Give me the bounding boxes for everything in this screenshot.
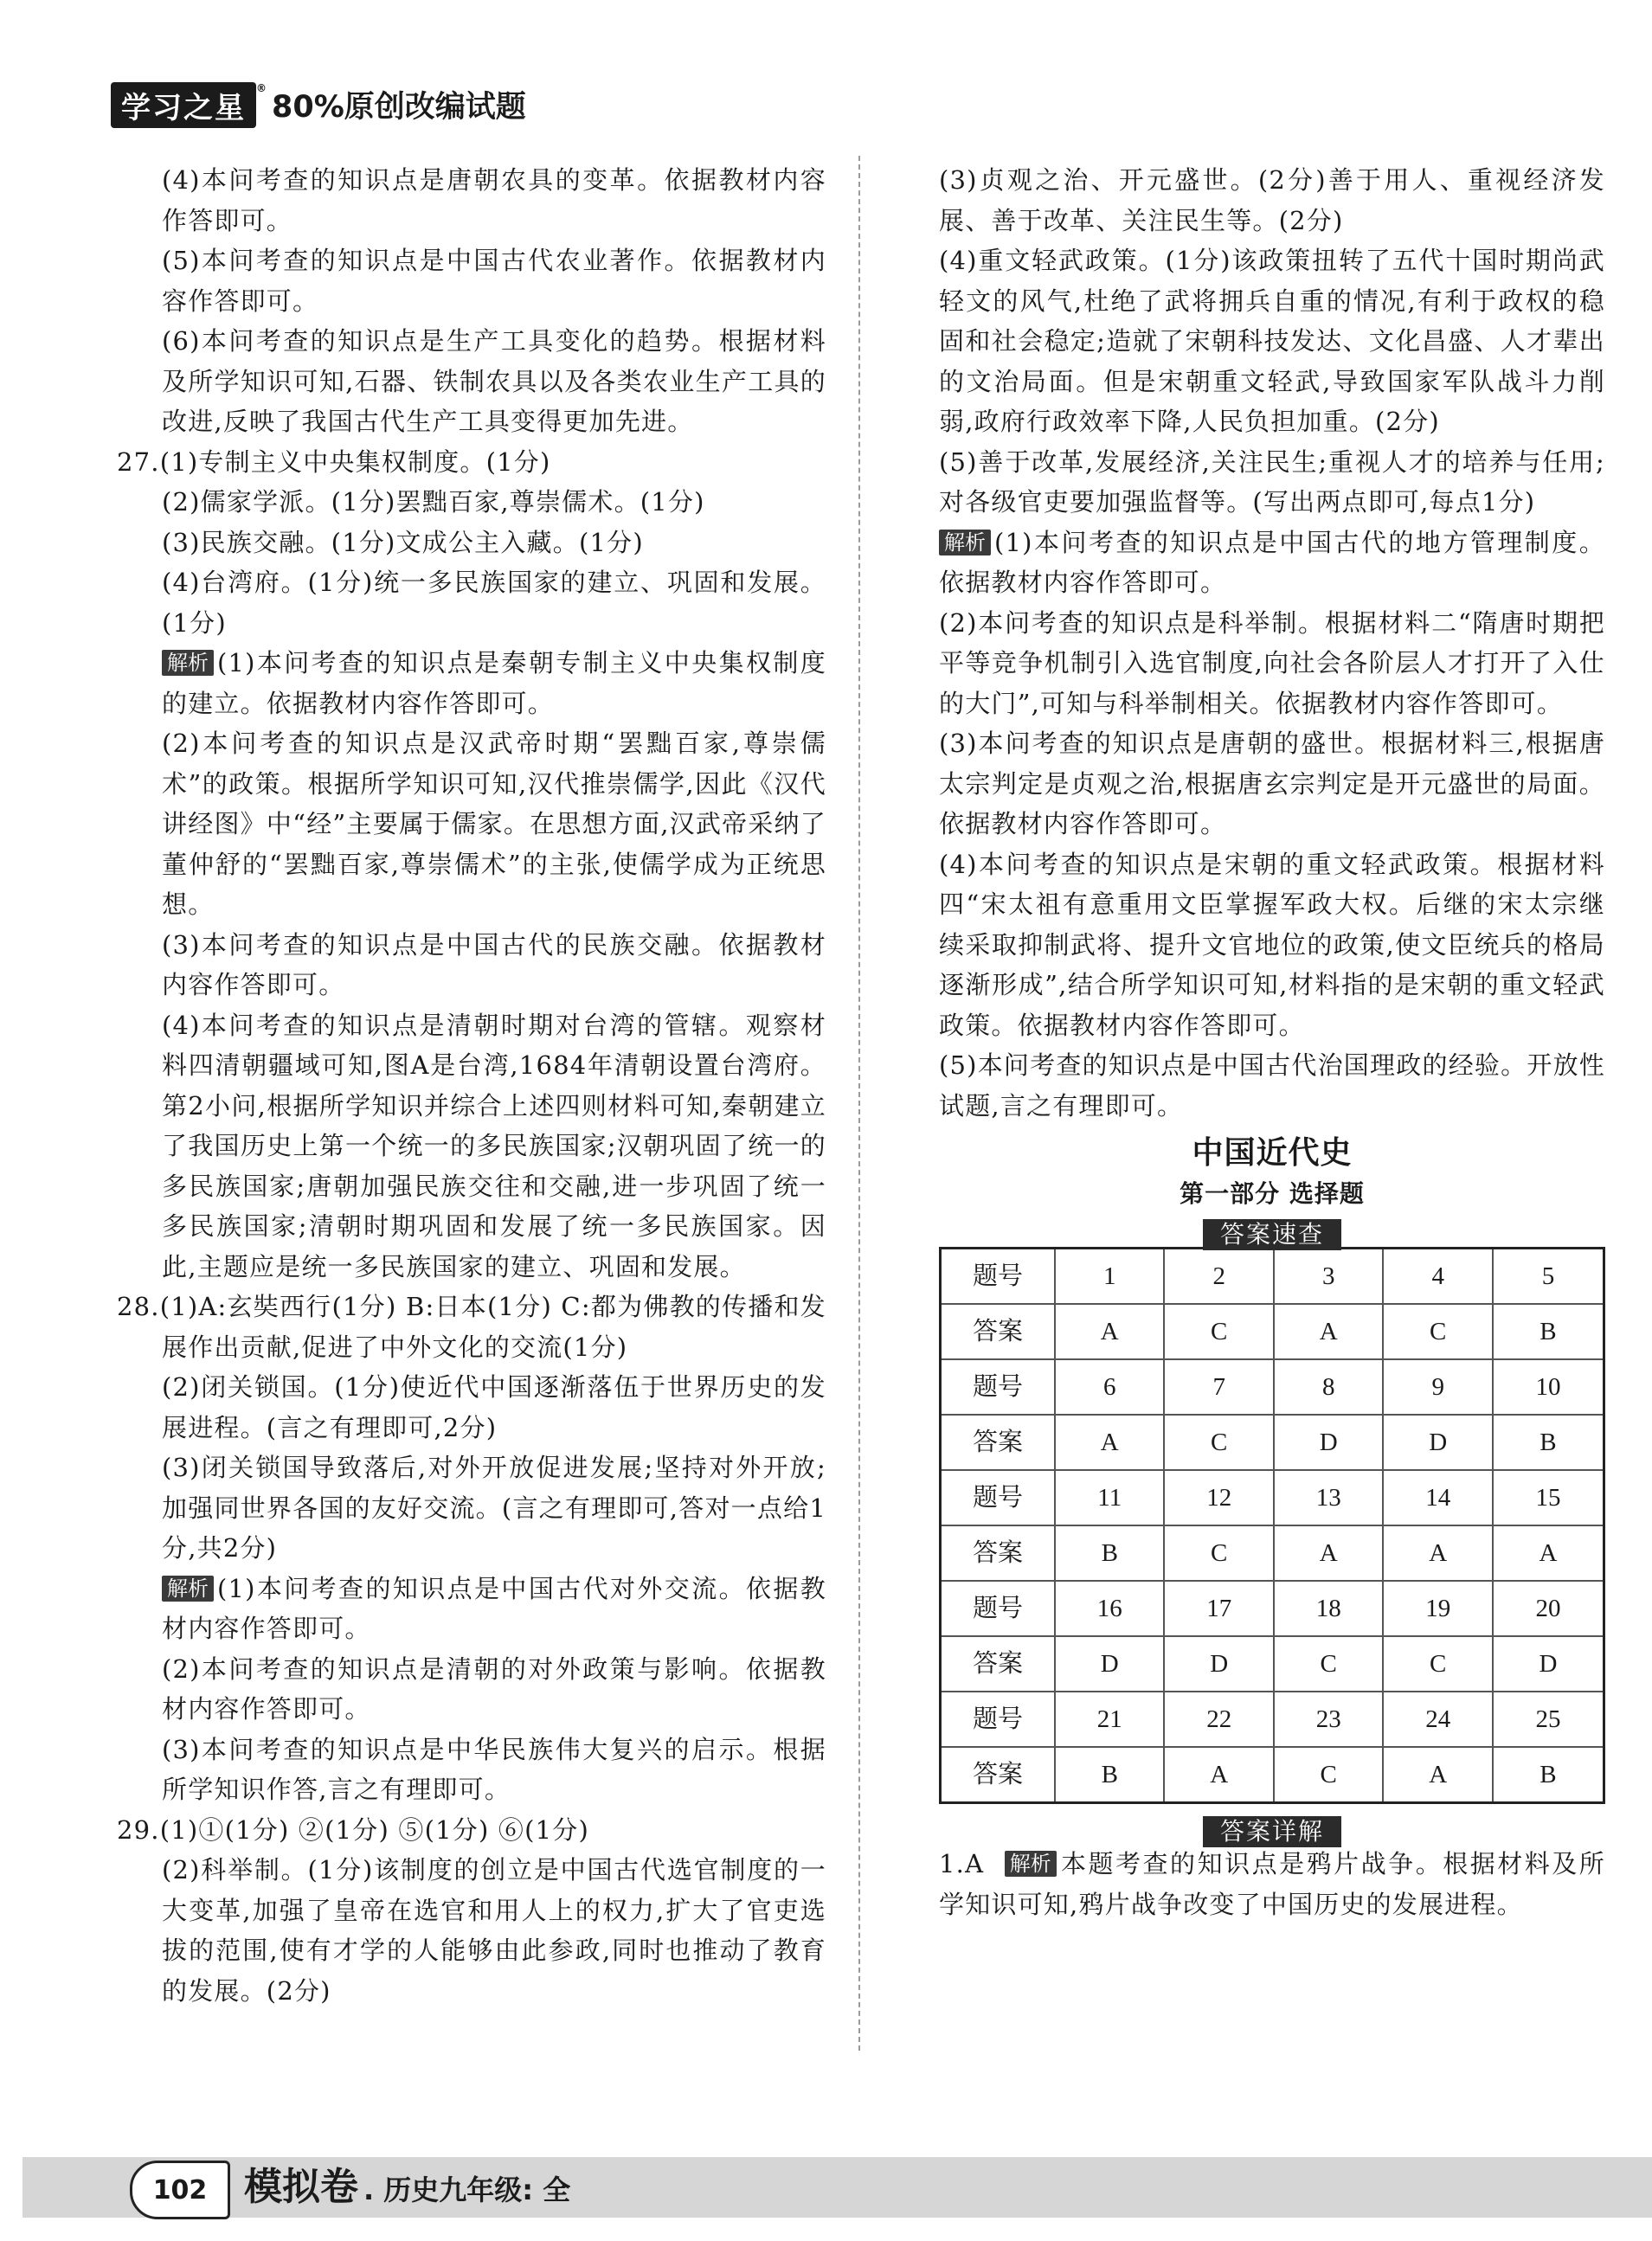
footer-title-main: 模拟卷	[244, 2165, 358, 2209]
row-label: 答案	[941, 1636, 1056, 1692]
answer-paragraph: (2)儒家学派。(1分)罢黜百家,尊崇儒术。(1分)	[162, 487, 705, 517]
answer-cell: C	[1383, 1636, 1492, 1692]
analysis-paragraph: (4)本问考查的知识点是清朝时期对台湾的管辖。观察材料四清朝疆域可知,图A是台湾,1684年清朝设置台湾府。第2小问,根据所学知识并综合上述四则材料可知,秦朝建立了我国历史上第一个统一的多民族国家;汉朝巩固了统一的多民族国家;唐朝加强民族交往和交融,进一步巩固了统一多民族国家;清朝时期巩固和发展了统一多民族国家。因此,主题应是统一多民族国家的建立、巩固和发展。	[162, 1010, 826, 1281]
question-29-answer: 29.(1)①(1分) ②(1分) ⑤(1分) ⑥(1分)	[117, 1814, 589, 1845]
answer-row	[941, 1304, 1604, 1359]
question-number-cell: 16	[1055, 1581, 1164, 1636]
question-number-cell: 8	[1274, 1359, 1383, 1415]
question-number-cell: 9	[1383, 1359, 1492, 1415]
question-number-cell: 4	[1383, 1249, 1492, 1305]
question-number-cell: 17	[1164, 1581, 1273, 1636]
answer-paragraph: (5)本问考查的知识点是中国古代农业著作。依据教材内容作答即可。	[162, 246, 826, 316]
answer-cell: A	[1493, 1525, 1604, 1581]
answer-cell: B	[1493, 1304, 1604, 1359]
question-number-cell: 19	[1383, 1581, 1492, 1636]
answer-cell: C	[1383, 1304, 1492, 1359]
question-number-cell: 23	[1274, 1692, 1383, 1747]
quick-answer-header	[939, 1214, 1605, 1247]
analysis-tag: 解析	[939, 530, 991, 555]
row-label: 题号	[941, 1470, 1056, 1525]
question-number-row	[941, 1692, 1604, 1747]
answer-cell: B	[1055, 1525, 1164, 1581]
answer-cell: D	[1493, 1636, 1604, 1692]
question-number-cell: 21	[1055, 1692, 1164, 1747]
answer-cell: A	[1055, 1304, 1164, 1359]
left-column	[117, 160, 826, 2011]
answer-row	[941, 1415, 1604, 1470]
analysis-paragraph: (2)本问考查的知识点是汉武帝时期“罢黜百家,尊崇儒术”的政策。根据所学知识可知,汉代推崇儒学,因此《汉代讲经图》中“经”主要属于儒家。在思想方面,汉武帝采纳了董仲舒的“罢黜百家,尊崇儒术”的主张,使儒学成为正统思想。	[162, 729, 826, 919]
question-number-cell: 13	[1274, 1470, 1383, 1525]
question-number-cell: 24	[1383, 1692, 1492, 1747]
answer-paragraph: (3)民族交融。(1分)文成公主入藏。(1分)	[162, 527, 644, 557]
question-number-cell: 10	[1493, 1359, 1604, 1415]
analysis-paragraph: (3)本问考查的知识点是唐朝的盛世。根据材料三,根据唐太宗判定是贞观之治,根据唐玄宗判定是开元盛世的局面。依据教材内容作答即可。	[939, 729, 1605, 838]
analysis-paragraph	[939, 523, 1605, 603]
answer-table	[939, 1247, 1605, 1804]
analysis-paragraph	[117, 1569, 826, 1649]
row-label: 题号	[941, 1359, 1056, 1415]
header-brand	[111, 81, 526, 125]
answer-row	[941, 1636, 1604, 1692]
answer-cell: C	[1164, 1415, 1273, 1470]
answer-cell: D	[1164, 1636, 1273, 1692]
answer-paragraph: (4)重文轻武政策。(1分)该政策扭转了五代十国时期尚武轻文的风气,杜绝了武将拥兵自重的情况,有利于政权的稳固和社会稳定;造就了宋朝科技发达、文化昌盛、人才辈出的文治局面。但是宋朝重文轻武,导致国家军队战斗力削弱,政府行政效率下降,人民负担加重。(2分)	[939, 246, 1605, 436]
question-number-cell: 1	[1055, 1249, 1164, 1305]
question-number-row	[941, 1581, 1604, 1636]
answer-cell: D	[1383, 1415, 1492, 1470]
question-number-cell: 5	[1493, 1249, 1604, 1305]
analysis-paragraph	[117, 643, 826, 723]
detail-answer-header	[939, 1811, 1605, 1844]
answer-cell: A	[1274, 1525, 1383, 1581]
question-number-cell: 22	[1164, 1692, 1273, 1747]
answer-cell: C	[1274, 1636, 1383, 1692]
section-title: 中国近代史	[1192, 1135, 1353, 1171]
row-label: 答案	[941, 1525, 1056, 1581]
question-number-cell: 14	[1383, 1470, 1492, 1525]
analysis-tag: 解析	[162, 1576, 214, 1602]
answer-paragraph: (2)闭关锁国。(1分)使近代中国逐渐落伍于世界历史的发展进程。(言之有理即可,2分)	[162, 1372, 826, 1442]
page-number: 102	[130, 2161, 230, 2219]
header-title: 80%原创改编试题	[272, 90, 526, 125]
row-label: 答案	[941, 1747, 1056, 1803]
question-number-row	[941, 1249, 1604, 1305]
question-27-answer: 27.(1)专制主义中央集权制度。(1分)	[117, 446, 551, 477]
answer-paragraph: (6)本问考查的知识点是生产工具变化的趋势。根据材料及所学知识可知,石器、铁制农具以及各类农业生产工具的改进,反映了我国古代生产工具变得更加先进。	[162, 326, 826, 436]
column-divider	[858, 156, 860, 2051]
question-number-cell: 12	[1164, 1470, 1273, 1525]
section-subtitle: 第一部分 选择题	[1180, 1179, 1365, 1208]
quick-answer-label: 答案速查	[1203, 1219, 1341, 1250]
row-label: 答案	[941, 1304, 1056, 1359]
analysis-paragraph: (3)本问考查的知识点是中华民族伟大复兴的启示。根据所学知识作答,言之有理即可。	[162, 1734, 826, 1804]
row-label: 答案	[941, 1415, 1056, 1470]
registered-mark: ®	[256, 81, 268, 94]
answer-paragraph: (5)善于改革,发展经济,关注民生;重视人才的培养与任用;对各级官吏要加强监督等。(写出两点即可,每点1分)	[939, 446, 1605, 517]
footer-title	[244, 2160, 570, 2215]
answer-cell: B	[1055, 1747, 1164, 1803]
answer-paragraph: (4)台湾府。(1分)统一多民族国家的建立、巩固和发展。(1分)	[162, 568, 826, 638]
question-number-cell: 11	[1055, 1470, 1164, 1525]
answer-cell: B	[1493, 1747, 1604, 1803]
analysis-text: (1)本问考查的知识点是中国古代对外交流。依据教材内容作答即可。	[162, 1573, 826, 1643]
analysis-paragraph: (2)本问考查的知识点是清朝的对外政策与影响。依据教材内容作答即可。	[162, 1653, 826, 1724]
row-label: 题号	[941, 1692, 1056, 1747]
answer-paragraph: (3)贞观之治、开元盛世。(2分)善于用人、重视经济发展、善于改革、关注民生等。(2分)	[939, 165, 1605, 235]
analysis-paragraph: (3)本问考查的知识点是中国古代的民族交融。依据教材内容作答即可。	[162, 929, 826, 999]
answer-row	[941, 1747, 1604, 1803]
answer-paragraph: (4)本问考查的知识点是唐朝农具的变革。依据教材内容作答即可。	[162, 165, 826, 235]
answer-1-detail	[939, 1844, 1605, 1924]
detail-answer-label: 答案详解	[1203, 1816, 1341, 1847]
answer-paragraph: (2)科举制。(1分)该制度的创立是中国古代选官制度的一大变革,加强了皇帝在选官和用人上的权力,扩大了官吏选拔的范围,使有才学的人能够由此参政,同时也推动了教育的发展。(2分)	[162, 1855, 826, 2006]
answer-cell: C	[1274, 1747, 1383, 1803]
brand-logo	[111, 81, 268, 128]
footer-title-sub: . 历史九年级: 全	[363, 2174, 571, 2206]
question-number-row	[941, 1359, 1604, 1415]
question-number-cell: 2	[1164, 1249, 1273, 1305]
analysis-tag: 解析	[162, 650, 214, 676]
answer-cell: C	[1164, 1304, 1273, 1359]
analysis-paragraph: (5)本问考查的知识点是中国古代治国理政的经验。开放性试题,言之有理即可。	[939, 1050, 1605, 1120]
answer-cell: A	[1383, 1525, 1492, 1581]
analysis-text: (1)本问考查的知识点是秦朝专制主义中央集权制度的建立。依据教材内容作答即可。	[162, 648, 826, 718]
right-column	[939, 160, 1605, 1924]
question-number-cell: 7	[1164, 1359, 1273, 1415]
question-number-cell: 6	[1055, 1359, 1164, 1415]
answer-cell: D	[1274, 1415, 1383, 1470]
row-label: 题号	[941, 1581, 1056, 1636]
analysis-paragraph: (4)本问考查的知识点是宋朝的重文轻武政策。根据材料四“宋太祖有意重用文臣掌握军政大权。后继的宋太宗继续采取抑制武将、提升文官地位的政策,使文臣统兵的格局逐渐形成”,结合所学知识可知,材料指的是宋朝的重文轻武政策。依据教材内容作答即可。	[939, 849, 1605, 1040]
answer-cell: C	[1164, 1525, 1273, 1581]
analysis-paragraph: (2)本问考查的知识点是科举制。根据材料二“隋唐时期把平等竞争机制引入选官制度,向社会各阶层人才打开了入仕的大门”,可知与科举制相关。依据教材内容作答即可。	[939, 607, 1605, 718]
answer-paragraph: (3)闭关锁国导致落后,对外开放促进发展;坚持对外开放;加强同世界各国的友好交流。(言之有理即可,答对一点给1分,共2分)	[162, 1453, 826, 1563]
answer-cell: D	[1055, 1636, 1164, 1692]
brand-logo-text: 学习之星	[121, 90, 246, 125]
row-label: 题号	[941, 1249, 1056, 1305]
analysis-tag: 解析	[1005, 1851, 1057, 1877]
answer-cell: A	[1055, 1415, 1164, 1470]
answer-1-text: 本题考查的知识点是鸦片战争。根据材料及所学知识可知,鸦片战争改变了中国历史的发展进程。	[939, 1849, 1605, 1919]
answer-cell: A	[1164, 1747, 1273, 1803]
question-number-cell: 20	[1493, 1581, 1604, 1636]
answer-cell: A	[1274, 1304, 1383, 1359]
question-number-cell: 3	[1274, 1249, 1383, 1305]
question-number-row	[941, 1470, 1604, 1525]
question-number-cell: 15	[1493, 1470, 1604, 1525]
question-28-answer: 28.(1)A:玄奘西行(1分) B:日本(1分) C:都为佛教的传播和发展作出贡献,促进了中外文化的交流(1分)	[117, 1292, 826, 1362]
question-number-cell: 25	[1493, 1692, 1604, 1747]
analysis-text: (1)本问考查的知识点是中国古代的地方管理制度。依据教材内容作答即可。	[939, 527, 1605, 597]
answer-table-body	[941, 1249, 1604, 1803]
answer-cell: A	[1383, 1747, 1492, 1803]
answer-1-head: 1.A	[939, 1849, 985, 1878]
question-number-cell: 18	[1274, 1581, 1383, 1636]
answer-cell: B	[1493, 1415, 1604, 1470]
answer-row	[941, 1525, 1604, 1581]
